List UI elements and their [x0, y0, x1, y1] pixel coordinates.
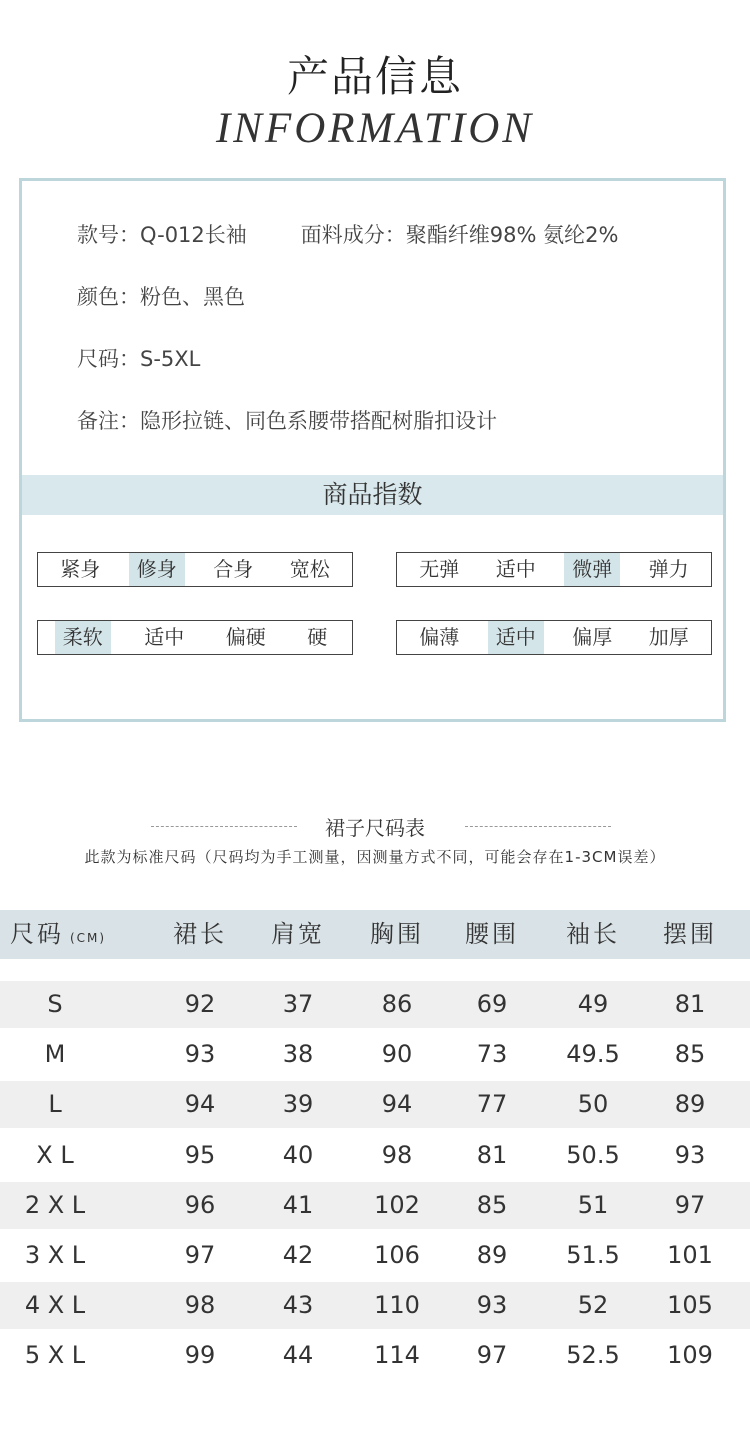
- info-line-style-fabric: [77, 219, 618, 249]
- scale-option: 柔软: [55, 621, 111, 654]
- table-cell: 39: [282, 1090, 314, 1119]
- table-row: [0, 1232, 750, 1279]
- header-size: [10, 910, 106, 963]
- table-cell: 52: [577, 1291, 609, 1320]
- table-cell: 77: [476, 1090, 508, 1119]
- table-cell: 89: [476, 1241, 508, 1269]
- info-line-note: 备注：隐形拉链、同色系腰带搭配树脂扣设计: [77, 409, 497, 433]
- table-cell: 98: [184, 1291, 216, 1320]
- scale-option: 适中: [144, 625, 185, 649]
- column-header: 裙长: [173, 920, 227, 948]
- scale-option: 偏薄: [419, 625, 460, 649]
- scale-option: 宽松: [289, 557, 330, 581]
- table-cell: 49: [577, 990, 609, 1018]
- softness-scale: [37, 620, 353, 655]
- scale-option: 偏硬: [225, 625, 266, 649]
- fit-scale: [37, 552, 353, 587]
- table-cell: 81: [674, 990, 706, 1018]
- table-cell: 51: [577, 1190, 609, 1219]
- table-cell: 93: [184, 1040, 216, 1069]
- scale-option: 无弹: [419, 557, 460, 581]
- table-row: [0, 1081, 750, 1128]
- table-cell: 51.5: [566, 1241, 620, 1269]
- table-row: [0, 981, 750, 1028]
- table-cell: 93: [674, 1140, 706, 1169]
- table-cell: 102: [374, 1190, 420, 1219]
- table-cell: 42: [282, 1241, 314, 1269]
- table-cell: 105: [667, 1291, 713, 1320]
- product-info-panel: [19, 178, 726, 722]
- table-cell: 93: [476, 1291, 508, 1320]
- stretch-scale: [396, 552, 712, 587]
- table-cell: 114: [374, 1341, 420, 1370]
- table-row: [0, 1182, 750, 1229]
- table-cell: 98: [381, 1140, 413, 1169]
- table-cell: 50.5: [566, 1140, 620, 1169]
- style-number: 款号：Q-012长袖: [77, 223, 247, 247]
- table-cell: 85: [674, 1040, 706, 1069]
- table-row: [0, 1332, 750, 1379]
- table-cell: 73: [476, 1040, 508, 1069]
- scale-option: 弹力: [648, 557, 689, 581]
- size-cell: 2 X L: [24, 1190, 86, 1219]
- scale-option: 适中: [488, 621, 544, 654]
- info-line-color: 颜色：粉色、黑色: [77, 285, 245, 309]
- info-line-size: 尺码：S-5XL: [77, 347, 201, 371]
- table-cell: 99: [184, 1341, 216, 1370]
- scale-option: 硬: [307, 625, 328, 649]
- size-cell: M: [44, 1040, 66, 1069]
- size-cell: S: [47, 990, 63, 1018]
- table-cell: 37: [282, 990, 314, 1018]
- index-section-title: 商品指数: [22, 475, 723, 515]
- page-subtitle: INFORMATION: [215, 105, 535, 152]
- table-cell: 41: [282, 1190, 314, 1219]
- size-cell: X L: [36, 1140, 74, 1169]
- size-chart-title: 裙子尺码表: [325, 816, 425, 840]
- table-cell: 97: [184, 1241, 216, 1269]
- size-cell: L: [48, 1090, 62, 1119]
- table-cell: 97: [674, 1190, 706, 1219]
- table-cell: 96: [184, 1190, 216, 1219]
- table-cell: 94: [381, 1090, 413, 1119]
- table-cell: 106: [374, 1241, 420, 1269]
- table-cell: 43: [282, 1291, 314, 1320]
- table-row: [0, 1282, 750, 1329]
- fabric-composition: 面料成分：聚酯纤维98% 氨纶2%: [300, 223, 619, 247]
- table-cell: 110: [374, 1291, 420, 1320]
- size-cell: 3 X L: [24, 1241, 86, 1269]
- table-cell: 94: [184, 1090, 216, 1119]
- scale-option: 微弹: [564, 553, 620, 586]
- column-header: 摆围: [663, 920, 717, 948]
- size-cell: 5 X L: [24, 1341, 86, 1370]
- table-row: [0, 1031, 750, 1078]
- table-cell: 85: [476, 1190, 508, 1219]
- table-cell: 52.5: [566, 1341, 620, 1370]
- column-header: 袖长: [566, 920, 620, 948]
- table-cell: 86: [381, 990, 413, 1018]
- table-cell: 101: [667, 1241, 713, 1269]
- thickness-scale: [396, 620, 712, 655]
- table-cell: 40: [282, 1140, 314, 1169]
- scale-option: 偏厚: [572, 625, 613, 649]
- table-cell: 92: [184, 990, 216, 1018]
- table-cell: 90: [381, 1040, 413, 1069]
- scale-option: 修身: [129, 553, 185, 586]
- table-cell: 50: [577, 1090, 609, 1119]
- size-cell: 4 X L: [24, 1291, 86, 1320]
- table-cell: 81: [476, 1140, 508, 1169]
- table-cell: 38: [282, 1040, 314, 1069]
- table-cell: 69: [476, 990, 508, 1018]
- table-cell: 44: [282, 1341, 314, 1370]
- table-cell: 89: [674, 1090, 706, 1119]
- size-chart-note: 此款为标准尺码（尺码均为手工测量，因测量方式不同，可能会存在1-3CM误差）: [84, 848, 666, 866]
- scale-option: 加厚: [648, 625, 689, 649]
- table-cell: 49.5: [566, 1040, 620, 1069]
- column-header: 腰围: [465, 920, 519, 948]
- table-cell: 97: [476, 1341, 508, 1370]
- scale-option: 适中: [495, 557, 536, 581]
- table-cell: 109: [667, 1341, 713, 1370]
- table-cell: 95: [184, 1140, 216, 1169]
- table-row: [0, 1132, 750, 1179]
- page-title: 产品信息: [286, 52, 463, 101]
- header-unit: (CM): [70, 931, 107, 945]
- scale-option: 紧身: [60, 557, 101, 581]
- size-table-header: [0, 910, 750, 959]
- column-header: 肩宽: [271, 920, 325, 948]
- header-size-label: 尺码: [10, 920, 64, 948]
- scale-option: 合身: [213, 557, 254, 581]
- column-header: 胸围: [370, 920, 424, 948]
- divider-right: [465, 826, 611, 827]
